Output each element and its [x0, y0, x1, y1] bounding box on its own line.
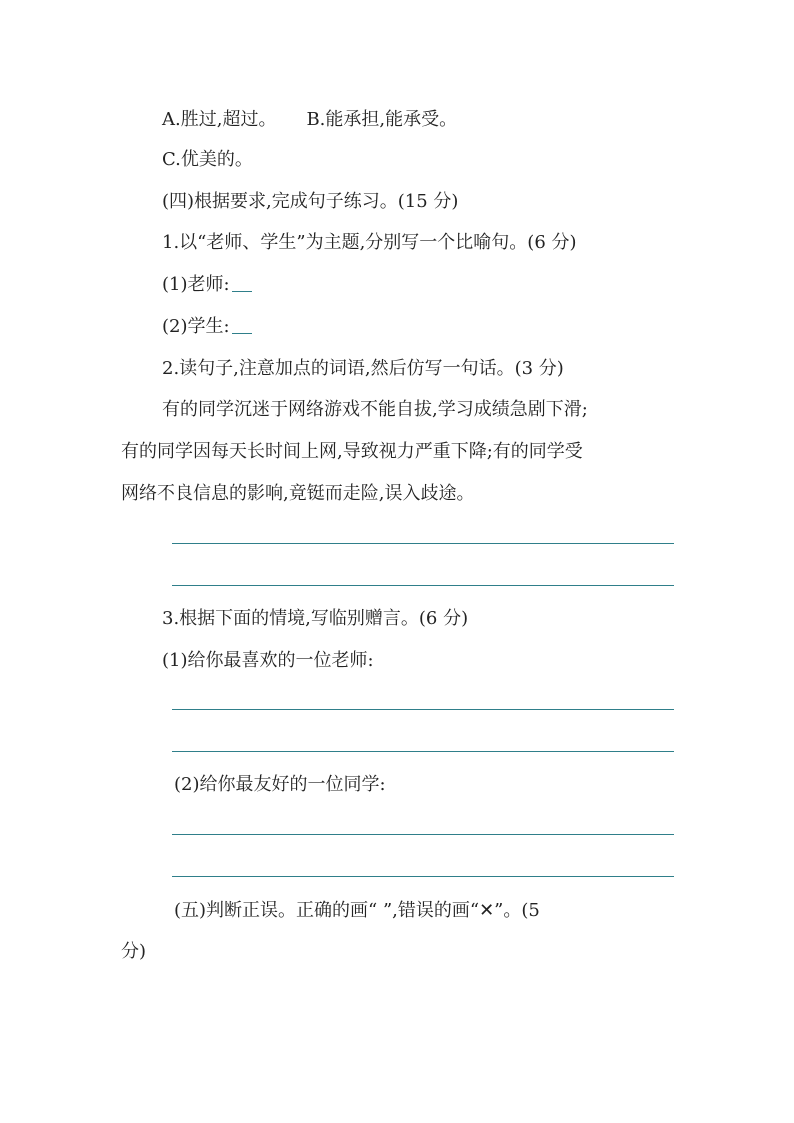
- q3-classmate-answer-line-2[interactable]: [172, 876, 674, 877]
- q3-teacher-answer-line-2[interactable]: [172, 751, 674, 752]
- q3-teacher-answer-line-1[interactable]: [172, 709, 674, 710]
- option-b: B.能承担,能承受。: [306, 109, 458, 130]
- q3-classmate-answer-line-1[interactable]: [172, 834, 674, 835]
- section-4-title: (四)根据要求,完成句子练习。(15 分): [162, 191, 459, 212]
- q1-item-student: [162, 314, 252, 340]
- section-5-title-line-2: 分): [121, 941, 147, 962]
- q2-passage-line-2: 有的同学因每天长时间上网,导致视力严重下降;有的同学受: [121, 441, 583, 462]
- q2-prompt: 2.读句子,注意加点的词语,然后仿写一句话。(3 分): [162, 358, 564, 379]
- q2-passage-line-1: 有的同学沉迷于网络游戏不能自拔,学习成绩急剧下滑;: [162, 399, 588, 420]
- q2-passage-line-3: 网络不良信息的影响,竟铤而走险,误入歧途。: [121, 483, 475, 504]
- q3-item-classmate: (2)给你最友好的一位同学:: [174, 774, 386, 795]
- q1-item-teacher-label: (1)老师:: [162, 274, 230, 295]
- q3-item-teacher: (1)给你最喜欢的一位老师:: [162, 650, 374, 671]
- q1-prompt: 1.以“老师、学生”为主题,分别写一个比喻句。(6 分): [162, 232, 577, 253]
- q1-teacher-answer-blank[interactable]: [232, 273, 252, 292]
- section-5-title-line-1: (五)判断正误。正确的画“ ”,错误的画“✕”。(5: [174, 900, 540, 921]
- q2-answer-line-2[interactable]: [172, 585, 674, 586]
- option-c: C.优美的。: [162, 149, 253, 170]
- q1-item-student-label: (2)学生:: [162, 316, 230, 337]
- q2-answer-line-1[interactable]: [172, 543, 674, 544]
- q1-student-answer-blank[interactable]: [232, 315, 252, 334]
- options-row-ab: [162, 107, 457, 133]
- q1-item-teacher: [162, 272, 252, 298]
- q3-prompt: 3.根据下面的情境,写临别赠言。(6 分): [162, 608, 469, 629]
- option-a: A.胜过,超过。: [162, 109, 277, 130]
